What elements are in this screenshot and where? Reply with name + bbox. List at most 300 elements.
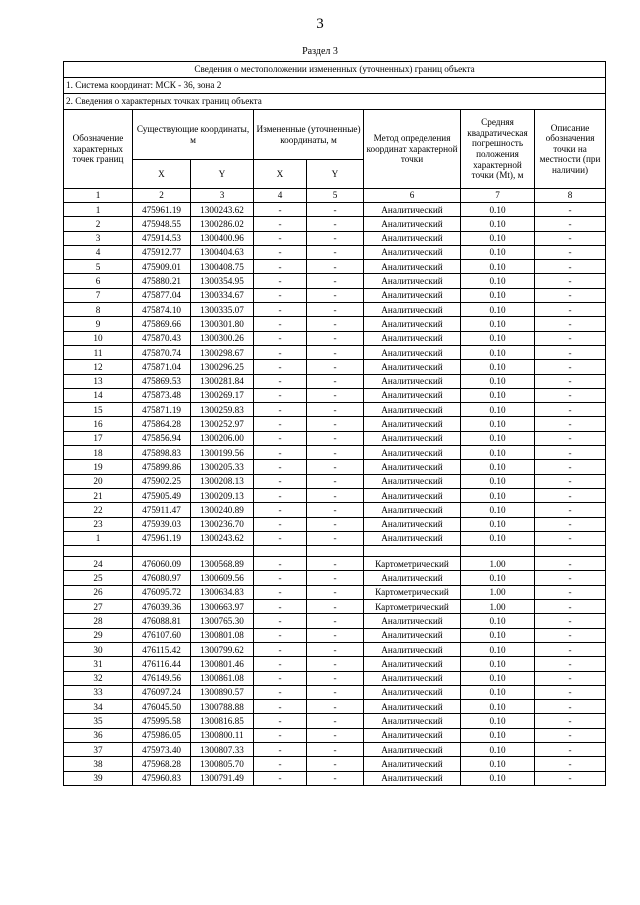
cell-error: 0.10 [461, 742, 535, 756]
cell-method: Аналитический [364, 274, 461, 288]
cell-point-number: 21 [64, 488, 133, 502]
cell-existing-y: 1300206.00 [191, 431, 254, 445]
cell-description: - [535, 288, 606, 302]
cell-error: 0.10 [461, 474, 535, 488]
column-number: 6 [364, 189, 461, 203]
cell-point-number: 6 [64, 274, 133, 288]
cell-changed-x: - [254, 585, 307, 599]
cell-changed-y: - [307, 345, 364, 359]
cell-changed-x [254, 546, 307, 557]
cell-changed-x: - [254, 742, 307, 756]
cell-changed-y: - [307, 685, 364, 699]
cell-existing-x: 476088.81 [133, 614, 191, 628]
cell-error: 0.10 [461, 417, 535, 431]
cell-method: Аналитический [364, 245, 461, 259]
cell-existing-x: 476107.60 [133, 628, 191, 642]
cell-existing-y: 1300801.46 [191, 657, 254, 671]
cell-changed-y: - [307, 245, 364, 259]
cell-changed-y: - [307, 657, 364, 671]
cell-changed-x: - [254, 460, 307, 474]
cell-point-number: 36 [64, 728, 133, 742]
cell-existing-y: 1300300.26 [191, 331, 254, 345]
cell-existing-y: 1300281.84 [191, 374, 254, 388]
cell-method: Картометрический [364, 557, 461, 571]
cell-changed-x: - [254, 728, 307, 742]
cell-point-number: 16 [64, 417, 133, 431]
cell-description: - [535, 245, 606, 259]
cell-error: 0.10 [461, 245, 535, 259]
cell-changed-y: - [307, 403, 364, 417]
cell-description: - [535, 203, 606, 217]
header-changed-x: X [254, 160, 307, 189]
cell-description: - [535, 374, 606, 388]
cell-point-number: 25 [64, 571, 133, 585]
cell-changed-y: - [307, 517, 364, 531]
cell-changed-x: - [254, 614, 307, 628]
cell-changed-x: - [254, 503, 307, 517]
cell-point-number: 38 [64, 757, 133, 771]
cell-changed-x: - [254, 345, 307, 359]
cell-changed-y: - [307, 771, 364, 785]
cell-changed-y: - [307, 503, 364, 517]
cell-description: - [535, 317, 606, 331]
cell-description: - [535, 685, 606, 699]
cell-changed-y: - [307, 274, 364, 288]
cell-changed-x: - [254, 388, 307, 402]
cell-existing-y: 1300243.62 [191, 203, 254, 217]
cell-changed-x: - [254, 231, 307, 245]
cell-existing-x: 475939.03 [133, 517, 191, 531]
cell-changed-x: - [254, 260, 307, 274]
cell-method: Аналитический [364, 757, 461, 771]
cell-description: - [535, 742, 606, 756]
cell-method: Аналитический [364, 360, 461, 374]
cell-method: Аналитический [364, 531, 461, 545]
cell-changed-x: - [254, 288, 307, 302]
cell-existing-x: 475870.43 [133, 331, 191, 345]
cell-changed-y: - [307, 374, 364, 388]
cell-method: Аналитический [364, 260, 461, 274]
cell-existing-x: 476115.42 [133, 642, 191, 656]
cell-description: - [535, 388, 606, 402]
cell-changed-x: - [254, 657, 307, 671]
cell-error: 0.10 [461, 360, 535, 374]
cell-changed-y: - [307, 431, 364, 445]
cell-existing-x: 475869.66 [133, 317, 191, 331]
cell-error: 0.10 [461, 714, 535, 728]
table-row [64, 474, 606, 488]
cell-description: - [535, 585, 606, 599]
cell-existing-x: 475960.83 [133, 771, 191, 785]
cell-changed-x: - [254, 488, 307, 502]
cell-changed-y: - [307, 231, 364, 245]
cell-point-number: 3 [64, 231, 133, 245]
table-row [64, 571, 606, 585]
cell-description: - [535, 431, 606, 445]
cell-method: Аналитический [364, 417, 461, 431]
table-row [64, 628, 606, 642]
cell-existing-y: 1300240.89 [191, 503, 254, 517]
cell-method: Аналитический [364, 614, 461, 628]
cell-changed-y: - [307, 303, 364, 317]
cell-changed-y: - [307, 600, 364, 614]
cell-changed-y: - [307, 203, 364, 217]
cell-point-number [64, 546, 133, 557]
cell-changed-y: - [307, 642, 364, 656]
cell-existing-y: 1300791.49 [191, 771, 254, 785]
cell-changed-x: - [254, 642, 307, 656]
table-row [64, 585, 606, 599]
cell-method: Аналитический [364, 460, 461, 474]
cell-changed-y: - [307, 331, 364, 345]
table-row [64, 374, 606, 388]
cell-error: 0.10 [461, 642, 535, 656]
cell-method: Картометрический [364, 585, 461, 599]
cell-error: 1.00 [461, 557, 535, 571]
table-row [64, 303, 606, 317]
cell-existing-y: 1300408.75 [191, 260, 254, 274]
cell-point-number: 18 [64, 446, 133, 460]
table-row [64, 403, 606, 417]
table-row [64, 728, 606, 742]
table-row [64, 771, 606, 785]
cell-error: 0.10 [461, 503, 535, 517]
cell-point-number: 27 [64, 600, 133, 614]
cell-point-number: 32 [64, 671, 133, 685]
cell-point-number: 13 [64, 374, 133, 388]
cell-method: Аналитический [364, 571, 461, 585]
cell-description: - [535, 231, 606, 245]
cell-error: 0.10 [461, 771, 535, 785]
cell-error: 0.10 [461, 274, 535, 288]
table-row [64, 642, 606, 656]
cell-description: - [535, 331, 606, 345]
cell-existing-y: 1300296.25 [191, 360, 254, 374]
cell-point-number: 1 [64, 531, 133, 545]
table-row [64, 757, 606, 771]
table-row [64, 446, 606, 460]
cell-error: 0.10 [461, 260, 535, 274]
cell-error: 0.10 [461, 460, 535, 474]
table-row [64, 700, 606, 714]
cell-changed-x: - [254, 628, 307, 642]
cell-point-number: 11 [64, 345, 133, 359]
header-changed-y: Y [307, 160, 364, 189]
cell-existing-x: 475914.53 [133, 231, 191, 245]
cell-changed-x: - [254, 700, 307, 714]
cell-existing-x: 475873.48 [133, 388, 191, 402]
section-title: Раздел 3 [302, 46, 338, 57]
cell-existing-x: 475898.83 [133, 446, 191, 460]
cell-method: Картометрический [364, 600, 461, 614]
cell-point-number: 29 [64, 628, 133, 642]
cell-error: 0.10 [461, 517, 535, 531]
cell-point-number: 23 [64, 517, 133, 531]
cell-method: Аналитический [364, 446, 461, 460]
cell-point-number: 22 [64, 503, 133, 517]
cell-point-number: 28 [64, 614, 133, 628]
cell-changed-y: - [307, 474, 364, 488]
cell-existing-y: 1300243.62 [191, 531, 254, 545]
cell-existing-y: 1300269.17 [191, 388, 254, 402]
header-point-designation: Обозначение характерных точек границ [64, 110, 133, 189]
cell-point-number: 7 [64, 288, 133, 302]
cell-existing-y: 1300568.89 [191, 557, 254, 571]
cell-description: - [535, 771, 606, 785]
cell-existing-y: 1300335.07 [191, 303, 254, 317]
header-changed-coords: Измененные (уточненные) координаты, м [254, 110, 364, 160]
cell-existing-y: 1300205.33 [191, 460, 254, 474]
column-number: 8 [535, 189, 606, 203]
cell-point-number: 17 [64, 431, 133, 445]
table-row [64, 231, 606, 245]
cell-error: 0.10 [461, 345, 535, 359]
cell-existing-y: 1300805.70 [191, 757, 254, 771]
cell-point-number: 33 [64, 685, 133, 699]
cell-error: 0.10 [461, 757, 535, 771]
cell-description: - [535, 531, 606, 545]
table-row [64, 274, 606, 288]
cell-method: Аналитический [364, 203, 461, 217]
cell-point-number: 12 [64, 360, 133, 374]
cell-changed-x: - [254, 303, 307, 317]
cell-method: Аналитический [364, 700, 461, 714]
cell-changed-y: - [307, 628, 364, 642]
cell-description: - [535, 571, 606, 585]
header-error: Средняя квадратическая погрешность положения характерной точки (Mt), м [461, 110, 535, 189]
cell-changed-x: - [254, 431, 307, 445]
cell-existing-x: 476095.72 [133, 585, 191, 599]
cell-description: - [535, 446, 606, 460]
table-row [64, 714, 606, 728]
header-existing-coords: Существующие координаты, м [133, 110, 254, 160]
cell-error: 0.10 [461, 728, 535, 742]
cell-existing-x: 475961.19 [133, 203, 191, 217]
cell-existing-x: 475871.19 [133, 403, 191, 417]
cell-changed-y: - [307, 460, 364, 474]
cell-error: 0.10 [461, 303, 535, 317]
cell-existing-x: 476060.09 [133, 557, 191, 571]
cell-method: Аналитический [364, 628, 461, 642]
boundary-points-table [63, 61, 606, 786]
cell-error: 0.10 [461, 388, 535, 402]
header-description: Описание обозначения точки на местности (при наличии) [535, 110, 606, 189]
cell-description: - [535, 217, 606, 231]
cell-changed-y: - [307, 388, 364, 402]
cell-changed-x: - [254, 203, 307, 217]
table-title: Сведения о местоположении измененных (уточненных) границ объекта [64, 62, 606, 78]
cell-method: Аналитический [364, 657, 461, 671]
cell-method: Аналитический [364, 728, 461, 742]
cell-method: Аналитический [364, 714, 461, 728]
cell-error: 0.10 [461, 446, 535, 460]
cell-existing-y: 1300208.13 [191, 474, 254, 488]
cell-method: Аналитический [364, 742, 461, 756]
table-row [64, 217, 606, 231]
cell-method: Аналитический [364, 488, 461, 502]
cell-point-number: 4 [64, 245, 133, 259]
cell-changed-y: - [307, 360, 364, 374]
table-row [64, 557, 606, 571]
cell-method: Аналитический [364, 374, 461, 388]
cell-method: Аналитический [364, 317, 461, 331]
cell-description: - [535, 757, 606, 771]
cell-method: Аналитический [364, 231, 461, 245]
cell-changed-x: - [254, 217, 307, 231]
cell-existing-x: 476039.36 [133, 600, 191, 614]
cell-error [461, 546, 535, 557]
cell-changed-x: - [254, 446, 307, 460]
cell-changed-x: - [254, 317, 307, 331]
cell-existing-y: 1300298.67 [191, 345, 254, 359]
cell-description: - [535, 360, 606, 374]
cell-description: - [535, 614, 606, 628]
cell-changed-y: - [307, 417, 364, 431]
cell-changed-y: - [307, 488, 364, 502]
cell-description: - [535, 557, 606, 571]
cell-description: - [535, 517, 606, 531]
cell-existing-x: 475995.58 [133, 714, 191, 728]
cell-error: 0.10 [461, 331, 535, 345]
cell-method: Аналитический [364, 642, 461, 656]
cell-method: Аналитический [364, 403, 461, 417]
table-row [64, 517, 606, 531]
cell-existing-y: 1300609.56 [191, 571, 254, 585]
cell-description: - [535, 460, 606, 474]
cell-point-number: 14 [64, 388, 133, 402]
cell-existing-x: 475911.47 [133, 503, 191, 517]
cell-existing-x: 475912.77 [133, 245, 191, 259]
column-number: 1 [64, 189, 133, 203]
cell-changed-y: - [307, 317, 364, 331]
points-info-line: 2. Сведения о характерных точках границ объекта [64, 94, 606, 110]
cell-existing-x: 475905.49 [133, 488, 191, 502]
cell-description: - [535, 642, 606, 656]
table-row [64, 671, 606, 685]
table-row [64, 431, 606, 445]
cell-point-number: 15 [64, 403, 133, 417]
cell-changed-y: - [307, 614, 364, 628]
cell-existing-x: 476116.44 [133, 657, 191, 671]
cell-existing-x: 476080.97 [133, 571, 191, 585]
cell-error: 0.10 [461, 571, 535, 585]
table-row [64, 614, 606, 628]
cell-description: - [535, 700, 606, 714]
cell-existing-x: 476097.24 [133, 685, 191, 699]
cell-changed-y: - [307, 714, 364, 728]
cell-existing-y: 1300334.67 [191, 288, 254, 302]
cell-changed-x: - [254, 714, 307, 728]
cell-point-number: 37 [64, 742, 133, 756]
cell-changed-y: - [307, 757, 364, 771]
cell-existing-y: 1300286.02 [191, 217, 254, 231]
cell-existing-x: 475986.05 [133, 728, 191, 742]
cell-existing-y: 1300890.57 [191, 685, 254, 699]
cell-error: 0.10 [461, 403, 535, 417]
cell-method: Аналитический [364, 503, 461, 517]
cell-existing-x: 476149.56 [133, 671, 191, 685]
cell-existing-y: 1300807.33 [191, 742, 254, 756]
cell-existing-y: 1300259.83 [191, 403, 254, 417]
table-row [64, 531, 606, 545]
cell-existing-y: 1300404.63 [191, 245, 254, 259]
cell-method: Аналитический [364, 331, 461, 345]
cell-method [364, 546, 461, 557]
cell-existing-y: 1300301.80 [191, 317, 254, 331]
cell-method: Аналитический [364, 345, 461, 359]
header-existing-x: X [133, 160, 191, 189]
cell-changed-y: - [307, 742, 364, 756]
cell-changed-y: - [307, 700, 364, 714]
cell-point-number: 1 [64, 203, 133, 217]
cell-existing-x: 475909.01 [133, 260, 191, 274]
cell-changed-y: - [307, 671, 364, 685]
cell-existing-y: 1300765.30 [191, 614, 254, 628]
table-row [64, 317, 606, 331]
cell-existing-x: 475870.74 [133, 345, 191, 359]
cell-existing-x: 475961.19 [133, 531, 191, 545]
cell-existing-y: 1300354.95 [191, 274, 254, 288]
cell-changed-x: - [254, 771, 307, 785]
cell-existing-x [133, 546, 191, 557]
cell-description: - [535, 488, 606, 502]
cell-existing-x: 475874.10 [133, 303, 191, 317]
cell-changed-y: - [307, 217, 364, 231]
header-method: Метод определения координат характерной точки [364, 110, 461, 189]
table-row [64, 657, 606, 671]
table-row [64, 546, 606, 557]
cell-changed-x: - [254, 685, 307, 699]
cell-point-number: 35 [64, 714, 133, 728]
column-number: 3 [191, 189, 254, 203]
column-number: 4 [254, 189, 307, 203]
cell-existing-x: 475899.86 [133, 460, 191, 474]
cell-existing-x: 475880.21 [133, 274, 191, 288]
cell-description [535, 546, 606, 557]
cell-changed-x: - [254, 403, 307, 417]
cell-point-number: 39 [64, 771, 133, 785]
cell-changed-y [307, 546, 364, 557]
cell-method: Аналитический [364, 474, 461, 488]
cell-existing-x: 475871.04 [133, 360, 191, 374]
cell-method: Аналитический [364, 217, 461, 231]
cell-existing-y: 1300400.96 [191, 231, 254, 245]
cell-error: 0.10 [461, 614, 535, 628]
cell-description: - [535, 303, 606, 317]
cell-description: - [535, 671, 606, 685]
cell-existing-y: 1300801.08 [191, 628, 254, 642]
table-row [64, 245, 606, 259]
cell-changed-y: - [307, 446, 364, 460]
cell-changed-y: - [307, 260, 364, 274]
table-row [64, 388, 606, 402]
cell-error: 0.10 [461, 531, 535, 545]
cell-existing-x: 475856.94 [133, 431, 191, 445]
cell-existing-y: 1300861.08 [191, 671, 254, 685]
cell-description: - [535, 657, 606, 671]
cell-error: 0.10 [461, 657, 535, 671]
cell-existing-y: 1300199.56 [191, 446, 254, 460]
cell-description: - [535, 728, 606, 742]
table-body [64, 203, 606, 786]
cell-changed-x: - [254, 571, 307, 585]
coordinate-system-line: 1. Система координат: МСК - 36, зона 2 [64, 78, 606, 94]
column-number: 7 [461, 189, 535, 203]
cell-point-number: 26 [64, 585, 133, 599]
cell-existing-x: 475869.53 [133, 374, 191, 388]
table-row [64, 288, 606, 302]
cell-error: 0.10 [461, 700, 535, 714]
